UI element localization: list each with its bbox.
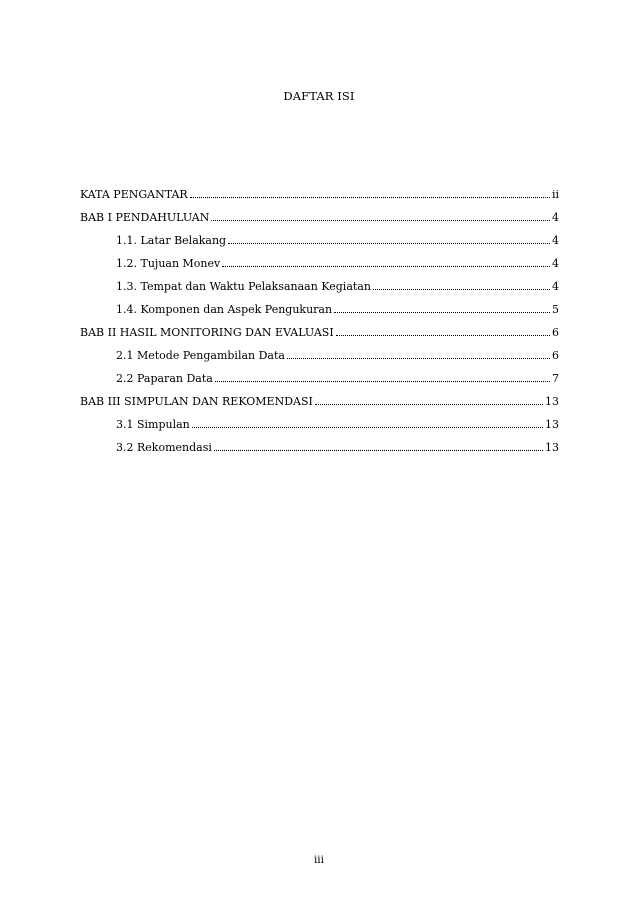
toc-entry-1-1[interactable] (80, 229, 559, 252)
toc-entry-page: 4 (552, 211, 559, 224)
toc-entry-page: 13 (545, 395, 559, 408)
toc-entry-label: 3.1 Simpulan (116, 418, 190, 431)
toc-entry-label: BAB I PENDAHULUAN (80, 211, 210, 224)
toc-entry-2-2[interactable] (80, 367, 559, 390)
toc-entry-page: 4 (552, 280, 559, 293)
toc-dot-leader (315, 397, 543, 405)
toc-entry-label: 3.2 Rekomendasi (116, 441, 212, 454)
toc-entry-page: 13 (545, 418, 559, 431)
toc-entry-1-4[interactable] (80, 298, 559, 321)
toc-entry-page: 6 (552, 326, 559, 339)
toc-entry-3-1[interactable] (80, 413, 559, 436)
page-title: DAFTAR ISI (283, 89, 355, 103)
page-number: iii (313, 854, 325, 866)
toc-entry-page: 5 (552, 303, 559, 316)
toc-entry-label: 2.1 Metode Pengambilan Data (116, 349, 285, 362)
toc-dot-leader (214, 443, 543, 451)
toc-entry-label: 1.1. Latar Belakang (116, 234, 227, 247)
toc-entry-label: KATA PENGANTAR (80, 188, 188, 201)
toc-entry-page: 4 (552, 234, 559, 247)
toc-entry-page: 4 (552, 257, 559, 270)
toc-dot-leader (373, 282, 550, 290)
toc-entry-page: ii (551, 188, 559, 201)
toc-dot-leader (336, 328, 550, 336)
toc-entry-page: 7 (552, 372, 559, 385)
table-of-contents (80, 183, 559, 459)
toc-entry-3-2[interactable] (80, 436, 559, 459)
toc-dot-leader (287, 351, 550, 359)
toc-entry-label: 2.2 Paparan Data (116, 372, 213, 385)
toc-dot-leader (334, 305, 550, 313)
toc-dot-leader (228, 236, 550, 244)
toc-entry-label: 1.2. Tujuan Monev (116, 257, 221, 270)
toc-entry-label: 1.4. Komponen dan Aspek Pengukuran (116, 303, 333, 316)
toc-entry-page: 13 (545, 441, 559, 454)
toc-dot-leader (190, 190, 550, 198)
toc-entry-label: 1.3. Tempat dan Waktu Pelaksanaan Kegiatan (116, 280, 371, 293)
toc-entry-bab-2[interactable] (80, 321, 559, 344)
toc-entry-page: 6 (552, 349, 559, 362)
toc-entry-label: BAB II HASIL MONITORING DAN EVALUASI (80, 326, 334, 339)
toc-entry-bab-3[interactable] (80, 390, 559, 413)
toc-dot-leader (222, 259, 550, 267)
toc-dot-leader (211, 213, 550, 221)
toc-entry-label: BAB III SIMPULAN DAN REKOMENDASI (80, 395, 313, 408)
toc-entry-1-2[interactable] (80, 252, 559, 275)
toc-entry-kata-pengantar[interactable] (80, 183, 559, 206)
toc-dot-leader (215, 374, 550, 382)
toc-entry-bab-1[interactable] (80, 206, 559, 229)
toc-entry-1-3[interactable] (80, 275, 559, 298)
toc-entry-2-1[interactable] (80, 344, 559, 367)
toc-dot-leader (192, 420, 543, 428)
